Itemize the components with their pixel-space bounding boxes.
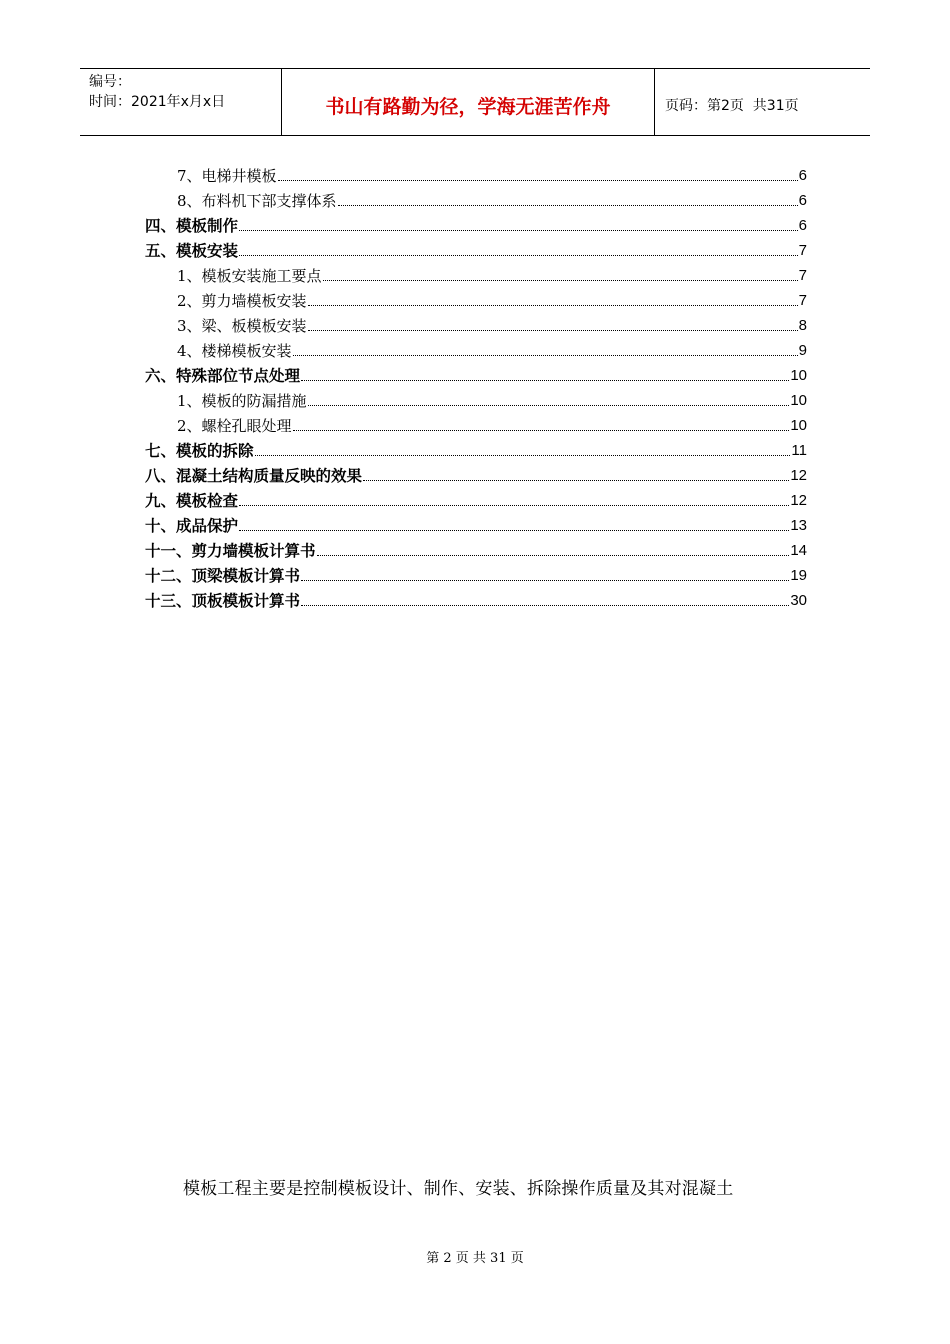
- toc-leader-dots: [301, 605, 789, 606]
- toc-entry-title: 8、布料机下部支撑体系: [177, 192, 337, 210]
- toc-entry-title: 2、螺栓孔眼处理: [177, 417, 292, 435]
- toc-entry-title: 十三、顶板模板计算书: [145, 592, 301, 610]
- header-motto: 书山有路勤为径，学海无涯苦作舟: [282, 69, 655, 135]
- toc-entry[interactable]: [145, 185, 807, 210]
- toc-entry-page: 10: [790, 392, 807, 409]
- toc-leader-dots: [239, 255, 798, 256]
- toc-entry-page: 6: [798, 217, 807, 234]
- toc-entry[interactable]: [145, 360, 807, 385]
- toc-entry-title: 7、电梯井模板: [177, 167, 277, 185]
- toc-entry-title: 七、模板的拆除: [145, 442, 254, 460]
- toc-entry[interactable]: [145, 160, 807, 185]
- toc-leader-dots: [293, 355, 798, 356]
- toc-entry[interactable]: [145, 435, 807, 460]
- toc-entry-page: 7: [798, 267, 807, 284]
- toc-leader-dots: [338, 205, 798, 206]
- body-paragraph: 模板工程主要是控制模板设计、制作、安装、拆除操作质量及其对混凝土: [183, 1179, 734, 1199]
- toc-entry-title: 1、模板安装施工要点: [177, 267, 322, 285]
- toc-entry[interactable]: [145, 385, 807, 410]
- toc-leader-dots: [239, 505, 789, 506]
- toc-entry[interactable]: [145, 410, 807, 435]
- toc-entry-page: 10: [790, 367, 807, 384]
- toc-leader-dots: [293, 430, 790, 431]
- toc-entry[interactable]: [145, 585, 807, 610]
- toc-entry-page: 10: [790, 417, 807, 434]
- toc-entry-page: 12: [790, 467, 807, 484]
- toc-leader-dots: [323, 280, 798, 281]
- toc-leader-dots: [278, 180, 798, 181]
- toc-entry-title: 3、梁、板模板安装: [177, 317, 307, 335]
- toc-entry[interactable]: [145, 460, 807, 485]
- header-meta: [80, 69, 282, 135]
- toc-entry-page: 14: [790, 542, 807, 559]
- toc-entry[interactable]: [145, 560, 807, 585]
- toc-leader-dots: [239, 530, 789, 531]
- toc-entry-title: 十、成品保护: [145, 517, 239, 535]
- toc-leader-dots: [363, 480, 789, 481]
- toc-entry-page: 6: [798, 167, 807, 184]
- time-label: 时间：2021年x月x日: [89, 94, 226, 110]
- toc-entry-title: 1、模板的防漏措施: [177, 392, 307, 410]
- toc-entry-title: 五、模板安装: [145, 242, 239, 260]
- toc-entry-title: 十一、剪力墙模板计算书: [145, 542, 316, 560]
- toc-entry[interactable]: [145, 235, 807, 260]
- code-label: 编号：: [89, 74, 131, 90]
- toc-leader-dots: [301, 580, 789, 581]
- toc-entry-title: 4、楼梯模板安装: [177, 342, 292, 360]
- toc-leader-dots: [317, 555, 790, 556]
- header-page-info: [655, 69, 870, 135]
- toc-leader-dots: [308, 305, 798, 306]
- table-of-contents: [145, 160, 807, 610]
- page-header: [80, 68, 870, 136]
- toc-entry-title: 十二、顶梁模板计算书: [145, 567, 301, 585]
- toc-leader-dots: [308, 405, 790, 406]
- toc-leader-dots: [255, 455, 791, 456]
- toc-entry-title: 四、模板制作: [145, 217, 239, 235]
- toc-entry-title: 2、剪力墙模板安装: [177, 292, 307, 310]
- toc-entry-page: 30: [790, 592, 807, 609]
- toc-entry[interactable]: [145, 285, 807, 310]
- toc-entry[interactable]: [145, 510, 807, 535]
- toc-entry-page: 7: [798, 242, 807, 259]
- toc-entry[interactable]: [145, 210, 807, 235]
- toc-entry[interactable]: [145, 260, 807, 285]
- toc-entry-page: 9: [798, 342, 807, 359]
- toc-leader-dots: [308, 330, 798, 331]
- toc-leader-dots: [301, 380, 789, 381]
- toc-entry-page: 8: [798, 317, 807, 334]
- toc-entry-page: 6: [798, 192, 807, 209]
- toc-entry-page: 11: [791, 442, 807, 459]
- toc-entry-page: 12: [790, 492, 807, 509]
- toc-entry-title: 八、混凝土结构质量反映的效果: [145, 467, 363, 485]
- toc-entry[interactable]: [145, 310, 807, 335]
- toc-entry-page: 13: [790, 517, 807, 534]
- toc-entry[interactable]: [145, 335, 807, 360]
- toc-entry-title: 六、特殊部位节点处理: [145, 367, 301, 385]
- toc-entry[interactable]: [145, 485, 807, 510]
- toc-entry-title: 九、模板检查: [145, 492, 239, 510]
- toc-leader-dots: [239, 230, 798, 231]
- toc-entry-page: 7: [798, 292, 807, 309]
- page-info-text: 页码：第2页 共31页: [665, 98, 799, 114]
- toc-entry-page: 19: [790, 567, 807, 584]
- toc-entry[interactable]: [145, 535, 807, 560]
- page-footer: 第 2 页 共 31 页: [426, 1251, 524, 1266]
